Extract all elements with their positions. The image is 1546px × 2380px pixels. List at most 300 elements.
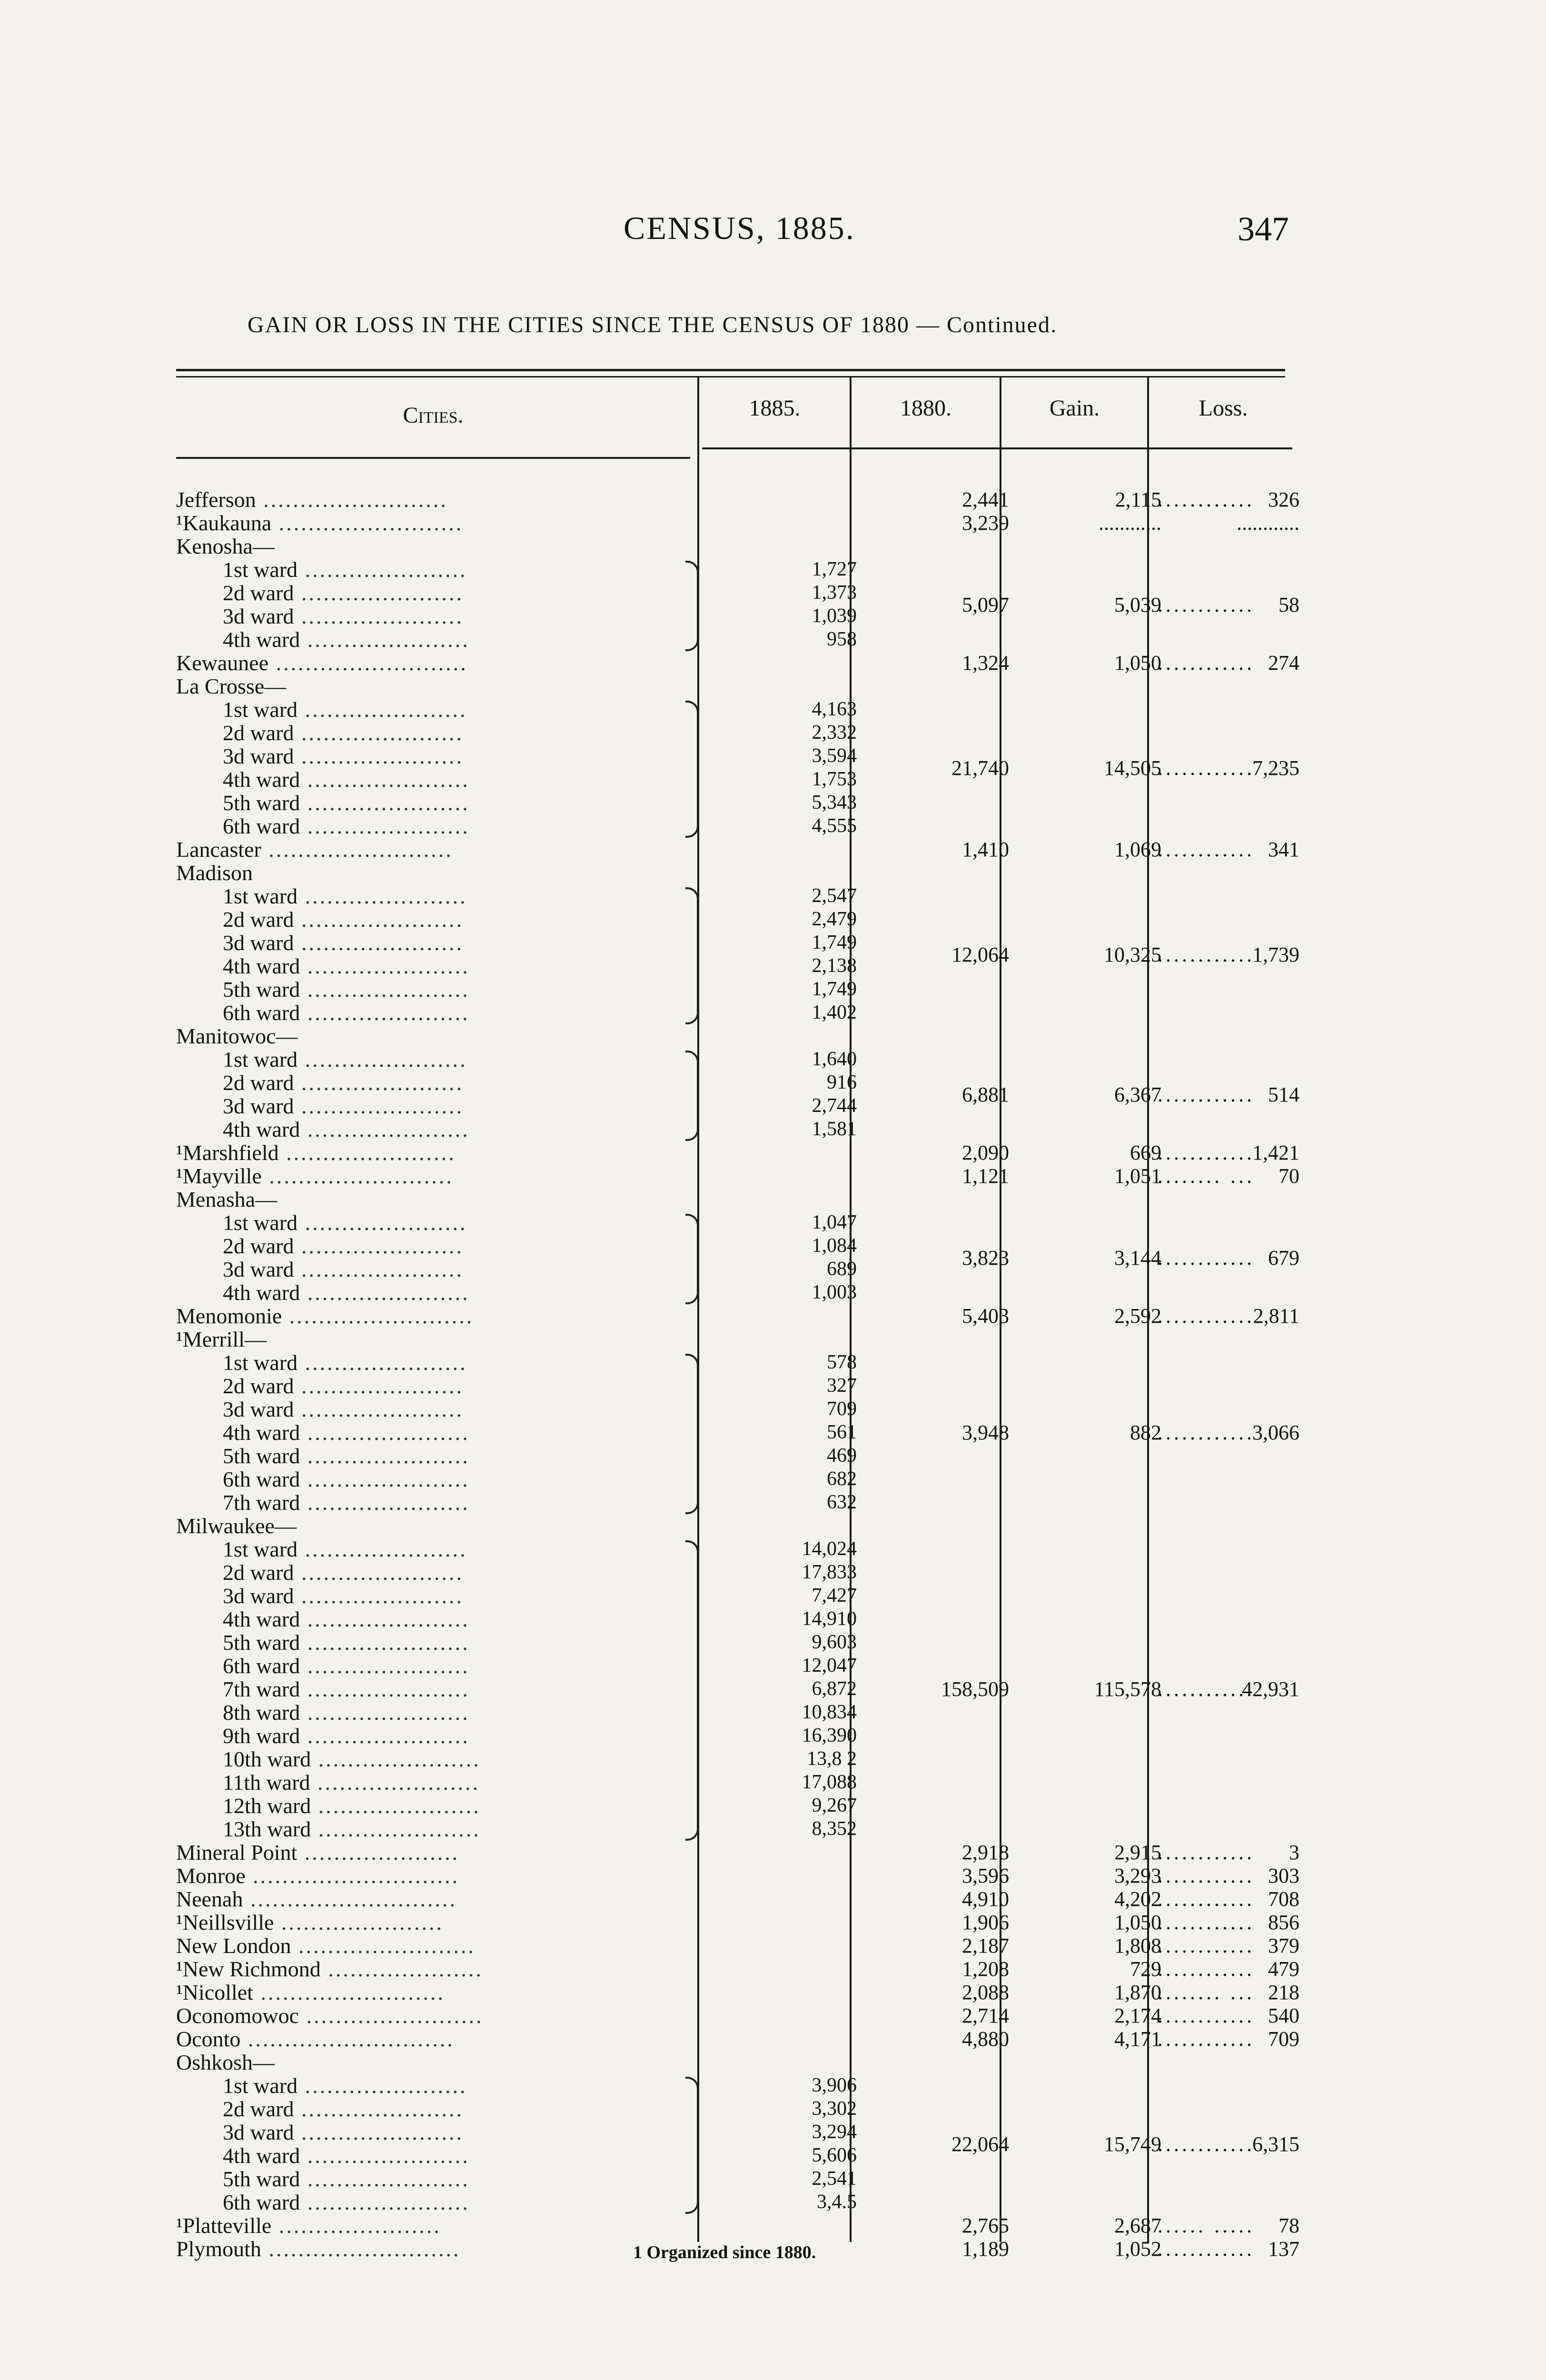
ward-row — [176, 1794, 1309, 1817]
city-row — [176, 1887, 1309, 1911]
value-gain: 709 — [1268, 2027, 1299, 2051]
group-row — [176, 1188, 1309, 1211]
city-label: Manitowoc— — [176, 1024, 298, 1048]
leader-dots: ........................ — [291, 1934, 476, 1958]
value-1885: 1,208 — [962, 1957, 1009, 1981]
city-label: Mineral Point — [176, 1840, 297, 1864]
value-gain: 6,315 — [1252, 2132, 1299, 2156]
column-header-loss: Loss. — [1199, 396, 1248, 421]
value-gain: 137 — [1268, 2237, 1299, 2261]
city-label: 4th ward — [223, 1280, 300, 1305]
ward-population: 1,402 — [812, 1002, 857, 1023]
city-row — [176, 1957, 1309, 1981]
city-name — [223, 1724, 470, 1747]
city-label: 3d ward — [223, 1257, 294, 1281]
ward-row — [176, 1491, 1309, 1514]
city-label: ¹Merrill— — [176, 1327, 267, 1351]
leader-dots: ............................ — [245, 1864, 460, 1888]
value-loss: ............ — [1158, 1304, 1255, 1328]
value-loss: ............ — [1158, 756, 1255, 780]
column-header-cities: Cities. — [403, 403, 464, 428]
city-name — [223, 908, 464, 931]
value-loss: ............ — [1158, 1887, 1255, 1911]
page-number: 347 — [1238, 210, 1289, 248]
value-loss: ............ — [1158, 1911, 1255, 1934]
value-1885: 2,090 — [962, 1141, 1009, 1164]
ward-population: 13,8 2 — [807, 1748, 857, 1770]
leader-dots: ...................... — [300, 791, 470, 815]
value-gain: 341 — [1268, 838, 1299, 861]
footnote: 1 Organized since 1880. — [633, 2242, 816, 2262]
leader-dots: ...................... — [294, 721, 464, 745]
leader-dots: ...................... — [311, 1747, 481, 1771]
ward-row — [176, 1584, 1309, 1607]
city-label: 6th ward — [223, 1001, 300, 1025]
group-brace — [685, 561, 699, 651]
group-brace — [685, 1354, 699, 1514]
city-label: 1st ward — [223, 2073, 298, 2098]
leader-dots: ...................... — [300, 1280, 470, 1305]
city-label: 5th ward — [223, 2167, 300, 2191]
city-name — [223, 1351, 467, 1374]
city-label: 1st ward — [223, 1537, 298, 1561]
group-total-row — [176, 1083, 1309, 1106]
city-name — [223, 721, 464, 744]
value-loss: ........ ... — [1158, 1164, 1255, 1188]
leader-dots: ...................... — [300, 1420, 470, 1445]
value-gain: 514 — [1268, 1082, 1299, 1106]
city-label: 5th ward — [223, 977, 300, 1002]
ward-population: 2,547 — [812, 885, 857, 907]
ward-row — [176, 1468, 1309, 1491]
leader-dots: ...................... — [311, 1817, 481, 1841]
leader-dots: ......................... — [256, 487, 448, 512]
city-label: 3d ward — [223, 2120, 294, 2144]
leader-dots: ...................... — [297, 1047, 467, 1071]
city-name — [176, 2027, 455, 2051]
group-brace — [685, 1540, 699, 1841]
city-label: 1st ward — [223, 1047, 298, 1071]
ward-population: 16,390 — [802, 1725, 857, 1746]
group-total-row — [176, 943, 1309, 966]
leader-dots: ...................... — [300, 1630, 470, 1655]
city-name — [176, 838, 453, 861]
ward-row — [176, 1631, 1309, 1654]
leader-dots: ...................... — [297, 1210, 467, 1235]
value-gain: 274 — [1268, 651, 1299, 674]
leader-dots: ...................... — [294, 2097, 464, 2121]
leader-dots: ......................... — [253, 1980, 445, 2004]
group-brace — [685, 701, 699, 838]
city-name — [223, 698, 467, 721]
city-name — [176, 1934, 476, 1957]
value-1880: 1,870 — [1114, 1981, 1161, 2004]
leader-dots: ...................... — [294, 1257, 464, 1281]
city-name — [223, 1631, 470, 1654]
ward-population: 3,906 — [812, 2074, 857, 2096]
ward-population: 1,727 — [812, 558, 857, 580]
city-label: 7th ward — [223, 1677, 300, 1701]
city-label: Menasha— — [176, 1187, 277, 1211]
ward-row — [176, 1398, 1309, 1421]
value-1880: 10,325 — [1104, 942, 1161, 966]
leader-dots: ....................... — [278, 1140, 456, 1165]
value-gain: 708 — [1268, 1887, 1299, 1911]
ward-population: 632 — [827, 1491, 857, 1513]
value-loss: ............ — [1158, 2132, 1255, 2156]
ward-population: 578 — [827, 1351, 857, 1373]
group-brace — [685, 1214, 699, 1304]
leader-dots: ...................... — [294, 1584, 464, 1608]
city-name — [223, 814, 470, 838]
ward-population: 1,753 — [812, 768, 857, 790]
value-1885: 4,910 — [962, 1887, 1009, 1911]
value-1885: 1,189 — [962, 2237, 1009, 2261]
value-1885: 2,918 — [962, 1841, 1009, 1864]
leader-dots: ...................... — [300, 954, 470, 978]
value-loss: ............ — [1158, 651, 1255, 674]
city-label: 4th ward — [223, 1607, 300, 1631]
value-loss: ............ — [1158, 1141, 1255, 1164]
leader-dots: ...................... — [271, 2213, 441, 2238]
city-name — [176, 1864, 459, 1887]
value-gain: 42,931 — [1242, 1677, 1299, 1701]
city-name — [223, 1468, 470, 1491]
ward-population: 1,003 — [812, 1281, 857, 1303]
city-name — [223, 1444, 470, 1468]
value-loss: ............ — [1158, 1082, 1255, 1106]
leader-dots: ...................... — [294, 744, 464, 768]
city-label: 2d ward — [223, 2097, 294, 2121]
value-1885: 2,441 — [962, 488, 1009, 511]
city-name — [176, 1164, 454, 1188]
city-label: 12th ward — [223, 1794, 311, 1818]
city-name — [176, 861, 253, 884]
ward-row — [176, 1701, 1309, 1724]
city-label: ¹Kaukauna — [176, 511, 272, 535]
city-label: 6th ward — [223, 1654, 300, 1678]
city-label: 1st ward — [223, 884, 298, 908]
leader-dots: ...................... — [294, 907, 464, 932]
running-head: CENSUS, 1885. — [624, 210, 855, 246]
city-label: New London — [176, 1934, 291, 1958]
city-label: 4th ward — [223, 627, 300, 652]
value-loss: ...... ..... — [1158, 2214, 1255, 2237]
ward-population: 6,872 — [812, 1678, 857, 1700]
leader-dots: ...................... — [297, 2073, 467, 2098]
city-label: Oconto — [176, 2027, 241, 2051]
city-label: Jefferson — [176, 487, 256, 512]
ward-row — [176, 1537, 1309, 1561]
value-1880: 729 — [1130, 1957, 1161, 1981]
group-brace — [685, 2077, 699, 2214]
leader-dots: ...................... — [300, 1490, 470, 1515]
ward-population: 8,352 — [812, 1818, 857, 1840]
ward-population: 2,138 — [812, 955, 857, 977]
value-gain: 679 — [1268, 1246, 1299, 1269]
value-1885: 3,239 — [962, 511, 1009, 535]
ward-population: 3,294 — [812, 2121, 857, 2143]
value-gain: 218 — [1268, 1981, 1299, 2004]
ward-population: 2,332 — [812, 722, 857, 744]
value-1880: 2,174 — [1114, 2004, 1161, 2027]
city-name — [223, 1537, 467, 1561]
city-label: Milwaukee— — [176, 1514, 297, 1538]
value-loss: ............ — [1158, 1864, 1255, 1887]
city-name — [176, 1911, 444, 1934]
leader-dots: ...................... — [300, 767, 470, 792]
value-1885: 22,064 — [951, 2132, 1009, 2156]
leader-dots: ...................... — [294, 1071, 464, 1095]
city-label: 9th ward — [223, 1724, 300, 1748]
leader-dots: ...................... — [300, 1444, 470, 1468]
value-loss: ............ — [1158, 1841, 1255, 1864]
leader-dots: ......................... — [271, 511, 464, 535]
leader-dots: ...................... — [294, 1374, 464, 1398]
city-label: 3d ward — [223, 1584, 294, 1608]
ward-population: 1,373 — [812, 582, 857, 604]
ward-population: 561 — [827, 1421, 857, 1443]
city-name — [223, 1654, 470, 1677]
city-label: 3d ward — [223, 744, 294, 768]
value-loss: ............ — [1158, 2237, 1255, 2261]
value-1880: 2,115 — [1115, 488, 1161, 511]
ward-population: 958 — [827, 628, 857, 650]
leader-dots: ...................... — [294, 1397, 464, 1421]
value-1885: 3,823 — [962, 1246, 1009, 1269]
city-row — [176, 1864, 1309, 1887]
city-name — [223, 1771, 480, 1794]
ward-row — [176, 1374, 1309, 1398]
city-label: 1st ward — [223, 1350, 298, 1375]
ward-row — [176, 1211, 1309, 1234]
ward-row — [176, 1118, 1309, 1141]
city-label: 11th ward — [223, 1770, 310, 1795]
city-label: 6th ward — [223, 2190, 300, 2214]
leader-dots: ...................... — [311, 1794, 481, 1818]
ward-population: 14,024 — [802, 1538, 857, 1560]
value-loss: ............ — [1158, 2027, 1255, 2051]
ward-population: 4,163 — [812, 698, 857, 720]
leader-dots: ...................... — [297, 557, 467, 582]
city-name — [223, 2074, 467, 2097]
city-label: ¹Marshfield — [176, 1140, 279, 1165]
leader-dots: ...................... — [300, 627, 470, 652]
city-label: 1st ward — [223, 1210, 298, 1235]
leader-dots: ...................... — [294, 1560, 464, 1585]
value-gain: 479 — [1268, 1957, 1299, 1981]
leader-dots: ..................... — [320, 1957, 483, 1981]
value-1885: 1,410 — [962, 838, 1009, 861]
ward-row — [176, 978, 1309, 1001]
city-name — [223, 1048, 467, 1071]
city-row — [176, 1911, 1309, 1934]
value-1885: 5,097 — [962, 593, 1009, 616]
city-name — [176, 1024, 298, 1048]
ward-row — [176, 1351, 1309, 1374]
city-row — [176, 488, 1309, 511]
city-name — [176, 1887, 457, 1911]
value-1885: 1,121 — [962, 1164, 1009, 1188]
value-loss: ............ — [1158, 1677, 1255, 1701]
value-1880: 2,592 — [1114, 1304, 1161, 1328]
value-gain: 1,421 — [1252, 1141, 1299, 1164]
value-1880: 115,578 — [1094, 1677, 1161, 1701]
value-gain: 856 — [1268, 1911, 1299, 1934]
leader-dots: ............................ — [240, 2027, 455, 2051]
city-row — [176, 838, 1309, 861]
city-label: Monroe — [176, 1864, 246, 1888]
city-name — [223, 1491, 470, 1514]
value-1885: 4,880 — [962, 2027, 1009, 2051]
value-1885: 5,403 — [962, 1304, 1009, 1328]
value-gain: 303 — [1268, 1864, 1299, 1887]
leader-dots: ......................... — [261, 837, 453, 862]
value-1880: ............ — [1099, 511, 1161, 535]
leader-dots: ...................... — [300, 814, 470, 838]
value-loss: ............ — [1158, 1246, 1255, 1269]
value-gain: 2,811 — [1253, 1304, 1299, 1328]
leader-dots: ...................... — [300, 1677, 470, 1701]
value-1880: 1,052 — [1114, 2237, 1161, 2261]
city-label: 8th ward — [223, 1700, 300, 1725]
city-name — [176, 1328, 267, 1351]
ward-population: 682 — [827, 1468, 857, 1490]
city-label: ¹Neillsville — [176, 1910, 274, 1934]
city-label: ¹Nicollet — [176, 1980, 253, 2004]
value-1880: 4,202 — [1114, 1887, 1161, 1911]
ward-row — [176, 1817, 1309, 1841]
leader-dots: ......................... — [282, 1304, 474, 1328]
city-row — [176, 2027, 1309, 2051]
ward-population: 4,555 — [812, 815, 857, 837]
ward-population: 709 — [827, 1398, 857, 1420]
city-name — [223, 1701, 470, 1724]
city-label: 4th ward — [223, 1420, 300, 1445]
city-label: 5th ward — [223, 791, 300, 815]
city-name — [223, 1398, 464, 1421]
city-name — [176, 535, 275, 558]
city-label: Neenah — [176, 1887, 243, 1911]
value-loss: ............ — [1158, 1934, 1255, 1957]
ward-population: 14,910 — [802, 1608, 857, 1630]
city-label: ¹Platteville — [176, 2213, 272, 2238]
ward-row — [176, 884, 1309, 908]
city-label: ¹Mayville — [176, 1164, 262, 1188]
column-header-1885: 1885. — [749, 396, 801, 421]
city-row — [176, 1841, 1309, 1864]
value-1880: 6,367 — [1114, 1082, 1161, 1106]
ward-row — [176, 814, 1309, 838]
leader-dots: ........................ — [299, 2003, 484, 2028]
city-label: 2d ward — [223, 581, 294, 605]
value-loss: ............ — [1158, 2004, 1255, 2027]
value-gain: 58 — [1278, 593, 1299, 616]
leader-dots: ...................... — [294, 931, 464, 955]
value-1885: 2,187 — [962, 1934, 1009, 1957]
group-row — [176, 2051, 1309, 2074]
city-row — [176, 2004, 1309, 2027]
leader-dots: ...................... — [300, 2190, 470, 2214]
group-row — [176, 1024, 1309, 1048]
leader-dots: ...................... — [294, 581, 464, 605]
leader-dots: .......................... — [268, 651, 468, 675]
value-gain: 3 — [1289, 1841, 1299, 1864]
city-name — [176, 651, 468, 674]
ward-row — [176, 2074, 1309, 2097]
city-row — [176, 1304, 1309, 1328]
ward-row — [176, 698, 1309, 721]
leader-dots: ...................... — [300, 977, 470, 1002]
value-1880: 1,050 — [1114, 1911, 1161, 1934]
ward-population: 2,479 — [812, 908, 857, 930]
ward-population: 1,581 — [812, 1118, 857, 1140]
city-row — [176, 651, 1309, 674]
city-name — [223, 2097, 464, 2121]
city-label: 5th ward — [223, 1444, 300, 1468]
value-1880: 2,687 — [1114, 2214, 1161, 2237]
leader-dots: ...................... — [297, 697, 467, 722]
ward-row — [176, 2167, 1309, 2191]
city-name — [223, 2167, 470, 2191]
city-label: 3d ward — [223, 604, 294, 628]
city-name — [176, 1841, 459, 1864]
city-label: 4th ward — [223, 767, 300, 792]
city-name — [223, 1118, 470, 1141]
ward-population: 1,640 — [812, 1048, 857, 1070]
ward-population: 1,047 — [812, 1211, 857, 1233]
value-1880: 3,144 — [1114, 1246, 1161, 1269]
city-name — [223, 1607, 470, 1631]
city-name — [223, 1211, 467, 1234]
ward-population: 3,4.5 — [817, 2191, 857, 2213]
value-gain: 70 — [1278, 1164, 1299, 1188]
city-label: Plymouth — [176, 2237, 261, 2261]
group-brace — [685, 1051, 699, 1141]
ward-row — [176, 1724, 1309, 1747]
ward-population: 9,603 — [812, 1631, 857, 1653]
ward-row — [176, 1747, 1309, 1771]
city-label: La Crosse— — [176, 674, 287, 698]
ward-row — [176, 908, 1309, 931]
value-loss: ........ ... — [1158, 1981, 1255, 2004]
group-brace — [685, 887, 699, 1024]
city-label: 6th ward — [223, 814, 300, 838]
group-total-row — [176, 1421, 1309, 1444]
ward-row — [176, 791, 1309, 814]
value-1885: 21,740 — [951, 756, 1009, 780]
city-label: Lancaster — [176, 837, 261, 862]
value-loss: ............ — [1158, 593, 1255, 616]
ward-population: 1,084 — [812, 1235, 857, 1257]
city-row — [176, 511, 1309, 535]
ward-row — [176, 628, 1309, 651]
city-label: 2d ward — [223, 1374, 294, 1398]
city-name — [176, 1957, 483, 1981]
value-gain: 78 — [1278, 2214, 1299, 2237]
city-name — [176, 2214, 441, 2237]
city-name — [223, 1374, 464, 1398]
city-label: 3d ward — [223, 1094, 294, 1118]
value-1880: 1,808 — [1114, 1934, 1161, 1957]
city-row — [176, 1141, 1309, 1164]
value-1880: 882 — [1130, 1421, 1161, 1444]
ward-population: 3,594 — [812, 745, 857, 767]
leader-dots: ...................... — [310, 1770, 480, 1795]
ward-population: 689 — [827, 1258, 857, 1280]
leader-dots: ...................... — [294, 2120, 464, 2144]
leader-dots: ...................... — [300, 2143, 470, 2168]
